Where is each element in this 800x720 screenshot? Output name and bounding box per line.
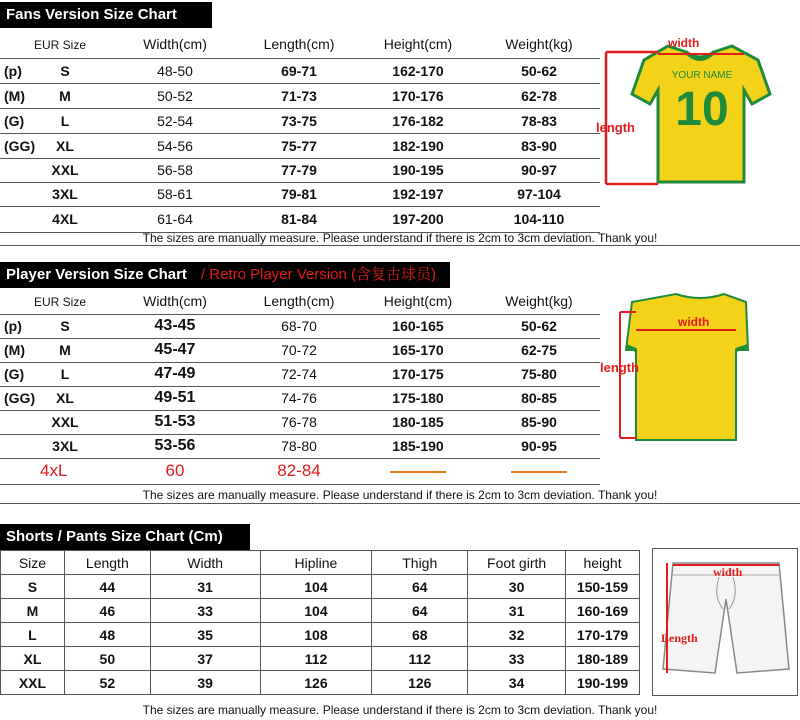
hipline-cell: 108: [260, 623, 372, 647]
size-cell: (G) L: [0, 108, 110, 133]
dash-placeholder: [511, 471, 567, 473]
header-eur-size: EUR Size: [0, 288, 110, 314]
length-cell: 68-70: [240, 314, 358, 338]
thigh-cell: 126: [372, 671, 468, 695]
shorts-size-table: [0, 550, 640, 695]
size-cell: 3XL: [0, 182, 110, 206]
size-cell: (p) S: [0, 314, 110, 338]
weight-cell: 80-85: [478, 386, 600, 410]
size-cell: (GG) XL: [0, 386, 110, 410]
size-cell: (p) S: [0, 58, 110, 83]
foot-girth-cell: 30: [468, 575, 566, 599]
weight-cell: [478, 458, 600, 484]
player-title: [0, 262, 450, 288]
table-row: [0, 158, 600, 182]
foot-girth-cell: 31: [468, 599, 566, 623]
length-cell: 71-73: [240, 83, 358, 108]
table-row: [0, 83, 600, 108]
width-cell: 37: [150, 647, 260, 671]
table-row: [0, 206, 600, 232]
length-cell: 70-72: [240, 338, 358, 362]
fans-size-table: [0, 30, 600, 233]
size-cell: M: [1, 599, 65, 623]
dash-placeholder: [390, 471, 446, 473]
weight-cell: 62-78: [478, 83, 600, 108]
foot-girth-cell: 33: [468, 647, 566, 671]
height-cell: 190-195: [358, 158, 478, 182]
length-cell: 48: [64, 623, 150, 647]
length-cell: 75-77: [240, 133, 358, 158]
weight-cell: 62-75: [478, 338, 600, 362]
size-cell: L: [1, 623, 65, 647]
size-cell: (G) L: [0, 362, 110, 386]
table-row: [0, 314, 600, 338]
height-cell: 182-190: [358, 133, 478, 158]
table-row: [0, 410, 600, 434]
length-cell: 81-84: [240, 206, 358, 232]
foot-girth-cell: 32: [468, 623, 566, 647]
height-cell: 165-170: [358, 338, 478, 362]
height-cell: 170-175: [358, 362, 478, 386]
length-cell: 78-80: [240, 434, 358, 458]
weight-cell: 50-62: [478, 314, 600, 338]
hipline-cell: 126: [260, 671, 372, 695]
length-cell: 79-81: [240, 182, 358, 206]
length-cell: 44: [64, 575, 150, 599]
size-cell: (M) M: [0, 83, 110, 108]
weight-cell: 50-62: [478, 58, 600, 83]
table-row: [1, 671, 640, 695]
weight-cell: 90-95: [478, 434, 600, 458]
hipline-cell: 112: [260, 647, 372, 671]
width-cell: 60: [110, 458, 240, 484]
table-row: [0, 386, 600, 410]
weight-cell: 90-97: [478, 158, 600, 182]
width-cell: 56-58: [110, 158, 240, 182]
hipline-cell: 104: [260, 599, 372, 623]
player-length-label: length: [600, 360, 639, 375]
hipline-cell: 104: [260, 575, 372, 599]
table-row: [0, 108, 600, 133]
length-cell: 46: [64, 599, 150, 623]
thigh-cell: 112: [372, 647, 468, 671]
player-width-label: width: [678, 315, 710, 329]
shorts-width-label: width: [713, 565, 743, 579]
size-cell: 4XL: [0, 206, 110, 232]
header-length: Length: [64, 551, 150, 575]
width-cell: 61-64: [110, 206, 240, 232]
shorts-title: Shorts / Pants Size Chart (Cm): [0, 524, 250, 550]
height-cell: 192-197: [358, 182, 478, 206]
player-size-table: [0, 288, 600, 485]
width-cell: 51-53: [110, 410, 240, 434]
header-eur-size: EUR Size: [0, 30, 110, 58]
table-row: [0, 362, 600, 386]
width-cell: 35: [150, 623, 260, 647]
size-cell: (GG) XL: [0, 133, 110, 158]
height-cell: 180-189: [566, 647, 640, 671]
height-cell: 175-180: [358, 386, 478, 410]
width-cell: 47-49: [110, 362, 240, 386]
height-cell: 170-179: [566, 623, 640, 647]
height-cell: 160-169: [566, 599, 640, 623]
header-width: Width: [150, 551, 260, 575]
size-cell: XXL: [1, 671, 65, 695]
table-header-row: [0, 30, 600, 58]
height-cell: 150-159: [566, 575, 640, 599]
header-width: Width(cm): [110, 288, 240, 314]
table-row: [1, 575, 640, 599]
header-size: Size: [1, 551, 65, 575]
retro-subtitle: / Retro Player Version (含复古球员): [200, 266, 436, 283]
size-cell: XXL: [0, 410, 110, 434]
table-row-4xl: [0, 458, 600, 484]
width-cell: 33: [150, 599, 260, 623]
player-jersey-diagram: [596, 290, 796, 450]
width-cell: 50-52: [110, 83, 240, 108]
thigh-cell: 68: [372, 623, 468, 647]
height-cell: [358, 458, 478, 484]
header-height: Height(cm): [358, 288, 478, 314]
table-row: [1, 647, 640, 671]
table-row: [0, 58, 600, 83]
length-cell: 50: [64, 647, 150, 671]
jersey-number-text: 10: [675, 83, 729, 136]
weight-cell: 97-104: [478, 182, 600, 206]
header-height: height: [566, 551, 640, 575]
size-cell: XL: [1, 647, 65, 671]
length-cell: 52: [64, 671, 150, 695]
size-cell: 4xL: [0, 458, 110, 484]
fans-width-label: width: [668, 36, 700, 50]
header-weight: Weight(kg): [478, 30, 600, 58]
width-cell: 58-61: [110, 182, 240, 206]
thigh-cell: 64: [372, 599, 468, 623]
header-length: Length(cm): [240, 288, 358, 314]
header-foot-girth: Foot girth: [468, 551, 566, 575]
height-cell: 160-165: [358, 314, 478, 338]
width-cell: 43-45: [110, 314, 240, 338]
height-cell: 180-185: [358, 410, 478, 434]
weight-cell: 75-80: [478, 362, 600, 386]
height-cell: 176-182: [358, 108, 478, 133]
table-header-row: [0, 288, 600, 314]
width-cell: 48-50: [110, 58, 240, 83]
width-cell: 49-51: [110, 386, 240, 410]
table-row: [0, 133, 600, 158]
height-cell: 162-170: [358, 58, 478, 83]
fans-jersey-diagram: [596, 32, 796, 194]
shorts-deviation-note: The sizes are manually measure. Please understand if there is 2cm to 3cm deviation. Thank you!: [142, 703, 658, 717]
header-weight: Weight(kg): [478, 288, 600, 314]
width-cell: 45-47: [110, 338, 240, 362]
table-header-row: [1, 551, 640, 575]
size-cell: 3XL: [0, 434, 110, 458]
table-row: [0, 434, 600, 458]
size-cell: S: [1, 575, 65, 599]
size-cell: (M) M: [0, 338, 110, 362]
player-deviation-note: The sizes are manually measure. Please understand if there is 2cm to 3cm deviation. Thank you!: [0, 486, 800, 504]
shorts-diagram: [652, 548, 798, 696]
header-width: Width(cm): [110, 30, 240, 58]
table-row: [1, 623, 640, 647]
length-cell: 77-79: [240, 158, 358, 182]
weight-cell: 78-83: [478, 108, 600, 133]
width-cell: 31: [150, 575, 260, 599]
height-cell: 190-199: [566, 671, 640, 695]
header-hipline: Hipline: [260, 551, 372, 575]
fans-length-label: length: [596, 120, 635, 135]
player-title-text: Player Version Size Chart: [6, 266, 187, 283]
width-cell: 39: [150, 671, 260, 695]
length-cell: 74-76: [240, 386, 358, 410]
height-cell: 170-176: [358, 83, 478, 108]
foot-girth-cell: 34: [468, 671, 566, 695]
shorts-length-label: Length: [661, 631, 698, 645]
length-cell: 82-84: [240, 458, 358, 484]
width-cell: 52-54: [110, 108, 240, 133]
length-cell: 76-78: [240, 410, 358, 434]
fans-title: Fans Version Size Chart: [0, 2, 212, 28]
header-height: Height(cm): [358, 30, 478, 58]
size-cell: XXL: [0, 158, 110, 182]
weight-cell: 104-110: [478, 206, 600, 232]
thigh-cell: 64: [372, 575, 468, 599]
jersey-name-text: YOUR NAME: [671, 70, 733, 81]
table-row: [0, 338, 600, 362]
width-cell: 53-56: [110, 434, 240, 458]
header-length: Length(cm): [240, 30, 358, 58]
header-thigh: Thigh: [372, 551, 468, 575]
table-row: [1, 599, 640, 623]
table-row: [0, 182, 600, 206]
length-cell: 69-71: [240, 58, 358, 83]
height-cell: 185-190: [358, 434, 478, 458]
width-cell: 54-56: [110, 133, 240, 158]
weight-cell: 83-90: [478, 133, 600, 158]
fans-deviation-note: The sizes are manually measure. Please understand if there is 2cm to 3cm deviation. Thank you!: [0, 230, 800, 246]
height-cell: 197-200: [358, 206, 478, 232]
weight-cell: 85-90: [478, 410, 600, 434]
length-cell: 72-74: [240, 362, 358, 386]
length-cell: 73-75: [240, 108, 358, 133]
